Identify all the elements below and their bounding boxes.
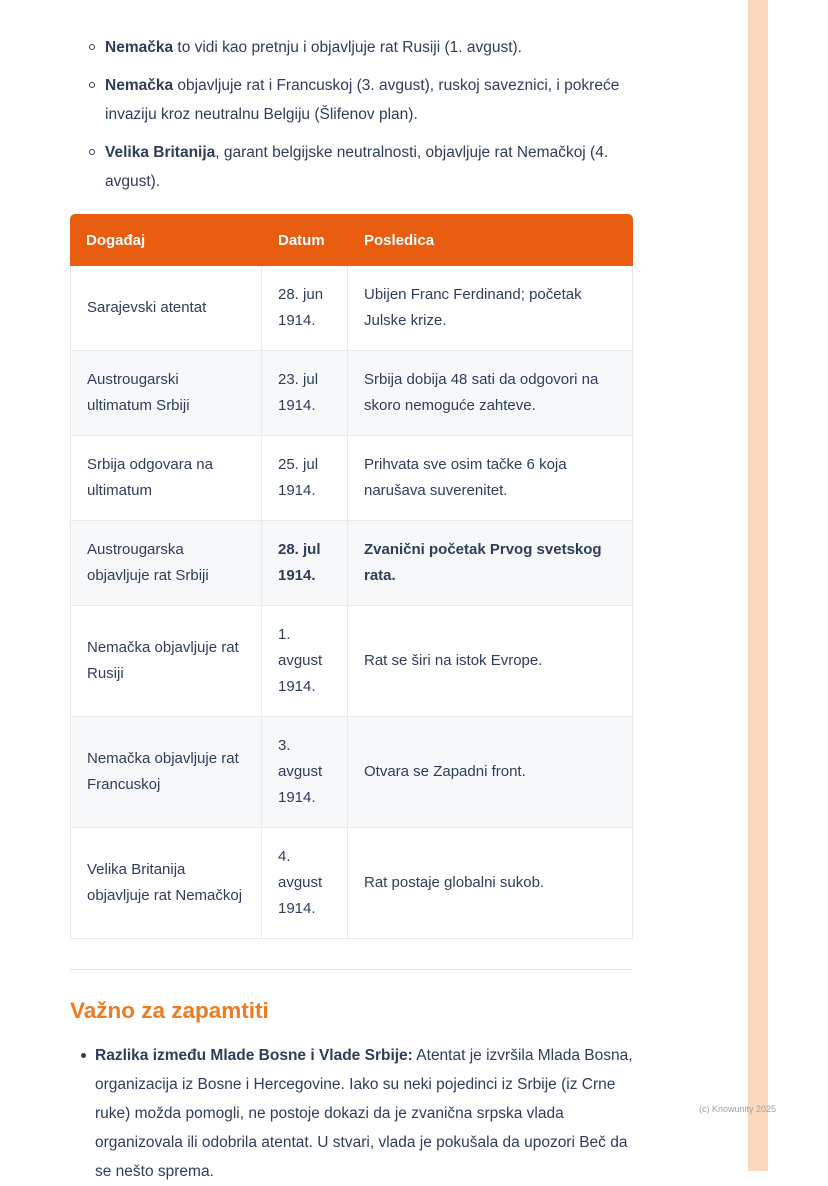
- circle-bullet-icon: [89, 44, 95, 50]
- note-body-text: Atentat je izvršila Mlada Bosna, organizacija iz Bosne i Hercegovine. Iako su neki pojedinci iz Srbije (iz Crne ruke) možda pomogli, ne postoje dokazi da je zvanična srpska vlada organizovala ili odobrila atentat. U stvari, vlada je pokušala da upozori Beč da se nešto sprema.: [95, 1047, 633, 1180]
- column-header-event: Događaj: [70, 214, 262, 266]
- list-item: [95, 1041, 633, 1186]
- circle-bullet-icon: [89, 149, 95, 155]
- list-item: [105, 33, 633, 62]
- date-cell: 28. jun 1914.: [262, 266, 348, 351]
- column-header-date: Datum: [262, 214, 348, 266]
- bullet-lead-text: Velika Britanija: [105, 144, 216, 161]
- bullet-body-text: objavljuje rat i Francuskoj (3. avgust), ruskoj saveznici, i pokreće invaziju kroz neutralnu Belgiju (Šlifenov plan).: [105, 77, 620, 123]
- bullet-body-text: , garant belgijske neutralnosti, objavljuje rat Nemačkoj (4. avgust).: [105, 144, 609, 190]
- copyright-text: (c) Knowunity 2025: [698, 1104, 776, 1114]
- consequence-cell: Rat se širi na istok Evrope.: [348, 606, 633, 717]
- table-row: [70, 351, 633, 436]
- table-row: [70, 266, 633, 351]
- event-cell: Nemačka objavljuje rat Rusiji: [70, 606, 262, 717]
- table-row: [70, 717, 633, 828]
- table-row: [70, 436, 633, 521]
- consequence-cell: Srbija dobija 48 sati da odgovori na skoro nemoguće zahteve.: [348, 351, 633, 436]
- column-header-consequence: Posledica: [348, 214, 633, 266]
- note-bullet-list: [70, 1041, 633, 1186]
- table-row: [70, 606, 633, 717]
- note-lead-text: Razlika između Mlade Bosne i Vlade Srbije:: [95, 1047, 413, 1064]
- bullet-lead-text: Nemačka: [105, 77, 174, 94]
- date-cell: 3. avgust 1914.: [262, 717, 348, 828]
- consequence-cell: Ubijen Franc Ferdinand; početak Julske krize.: [348, 266, 633, 351]
- date-cell: 25. jul 1914.: [262, 436, 348, 521]
- date-cell: 4. avgust 1914.: [262, 828, 348, 939]
- consequence-cell: Otvara se Zapadni front.: [348, 717, 633, 828]
- event-cell: Nemačka objavljuje rat Francuskoj: [70, 717, 262, 828]
- event-cell: Velika Britanija objavljuje rat Nemačkoj: [70, 828, 262, 939]
- events-table: [70, 214, 633, 939]
- table-row: [70, 521, 633, 606]
- event-cell: Sarajevski atentat: [70, 266, 262, 351]
- event-cell: Austrougarska objavljuje rat Srbiji: [70, 521, 262, 606]
- disc-bullet-icon: [81, 1053, 86, 1058]
- page-edge-stripe: [748, 0, 768, 1171]
- circle-bullet-icon: [89, 82, 95, 88]
- section-title: Važno za zapamtiti: [70, 998, 269, 1023]
- event-cell: Austrougarski ultimatum Srbiji: [70, 351, 262, 436]
- consequence-cell: Zvanični početak Prvog svetskog rata.: [348, 521, 633, 606]
- list-item: [105, 71, 633, 129]
- event-cell: Srbija odgovara na ultimatum: [70, 436, 262, 521]
- consequence-cell: Rat postaje globalni sukob.: [348, 828, 633, 939]
- bullet-lead-text: Nemačka: [105, 39, 174, 56]
- intro-bullet-list: [70, 33, 633, 196]
- table-header: [70, 214, 633, 266]
- table-row: [70, 828, 633, 939]
- section-divider: [70, 969, 633, 970]
- consequence-cell: Prihvata sve osim tačke 6 koja narušava suverenitet.: [348, 436, 633, 521]
- list-item: [105, 138, 633, 196]
- bullet-body-text: to vidi kao pretnju i objavljuje rat Rusiji (1. avgust).: [173, 39, 522, 56]
- date-cell: 1. avgust 1914.: [262, 606, 348, 717]
- date-cell: 23. jul 1914.: [262, 351, 348, 436]
- document-content: [70, 33, 633, 1186]
- date-cell: 28. jul 1914.: [262, 521, 348, 606]
